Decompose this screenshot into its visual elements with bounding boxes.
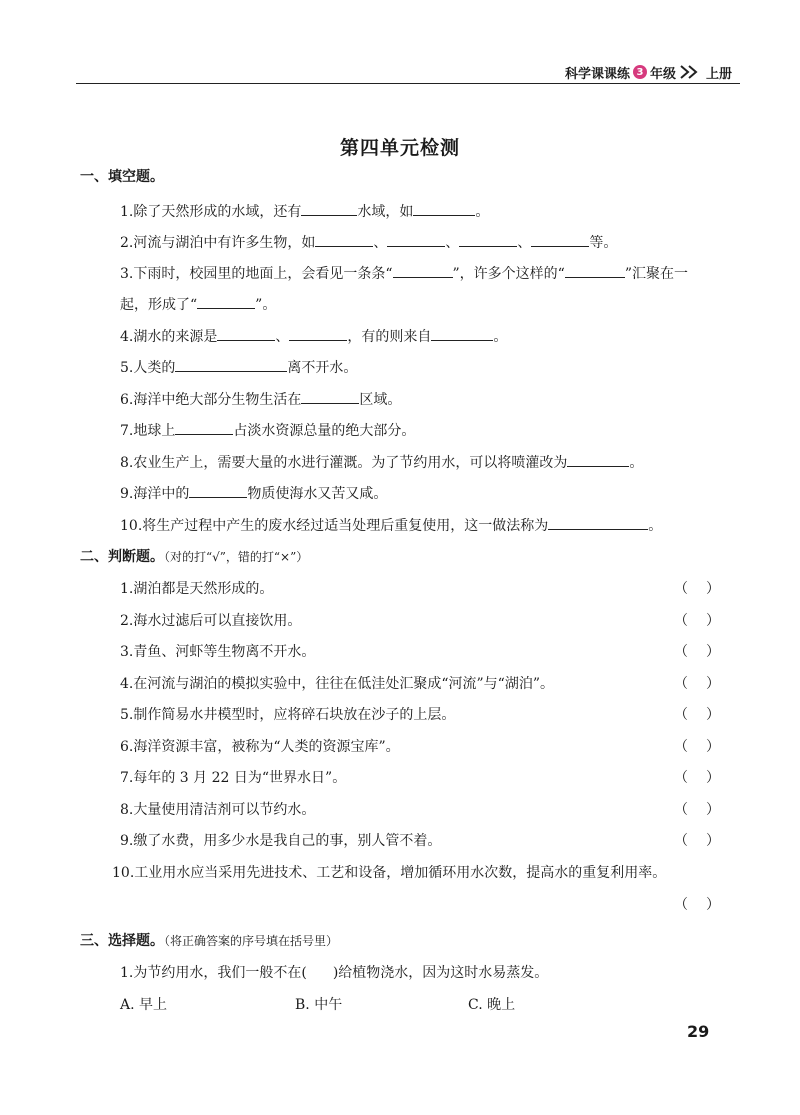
fill-question-6: 6.海洋中绝大部分生物生活在 区域。 — [120, 389, 401, 409]
judge-question-10: 10.工业用水应当采用先进技术、工艺和设备，增加循环用水次数，提高水的重复利用率。 — [112, 865, 667, 881]
judge-question-1: 1.湖泊都是天然形成的。 — [120, 581, 274, 597]
paren-left: （ — [674, 613, 688, 629]
paren-left: （ — [674, 770, 688, 786]
paren-left: （ — [674, 897, 688, 913]
answer-blank[interactable] — [301, 389, 359, 404]
judge-question-6: 6.海洋资源丰富，被称为“人类的资源宝库”。 — [120, 739, 400, 755]
fill-question-7: 7.地球上 占淡水资源总量的绝大部分。 — [120, 420, 415, 440]
paren-right: ） — [706, 707, 720, 723]
answer-parentheses[interactable] — [674, 830, 720, 850]
answer-parentheses[interactable] — [674, 767, 720, 787]
judge-question-9: 9.缴了水费，用多少水是我自己的事，别人管不着。 — [120, 833, 442, 849]
answer-parentheses[interactable] — [674, 578, 720, 598]
fill-question-9: 9.海洋中的 物质使海水又苦又咸。 — [120, 483, 387, 503]
judge-question-5: 5.制作简易水井模型时，应将碎石块放在沙子的上层。 — [120, 707, 456, 723]
paren-right: ） — [706, 613, 720, 629]
paren-left: （ — [674, 644, 688, 660]
choice-option-c[interactable]: C. 晚上 — [468, 997, 516, 1013]
answer-blank[interactable] — [289, 326, 347, 341]
answer-blank[interactable] — [197, 294, 255, 309]
fill-question-1: 1.除了天然形成的水域，还有 水域，如 。 — [120, 201, 489, 221]
book-title: 科学课课练 — [564, 66, 630, 82]
fill-question-4: 4.湖水的来源是 、 ，有的则来自 。 — [120, 326, 507, 346]
fill-question-3: 3.下雨时，校园里的地面上，会看见一条条“ ”，许多个这样的“ ”汇聚在一 — [120, 263, 688, 283]
judge-question-2: 2.海水过滤后可以直接饮用。 — [120, 613, 302, 629]
answer-blank[interactable] — [413, 201, 475, 216]
answer-blank[interactable] — [531, 232, 589, 247]
answer-blank[interactable] — [393, 263, 453, 278]
fill-question-3-continued: 起，形成了“ ”。 — [120, 294, 276, 314]
paren-right: ） — [706, 833, 720, 849]
section-choice-note: （将正确答案的序号填在括号里） — [164, 934, 339, 948]
paren-left: （ — [674, 707, 688, 723]
answer-parentheses[interactable] — [674, 673, 720, 693]
paren-left: （ — [674, 802, 688, 818]
answer-blank[interactable] — [548, 515, 648, 530]
page-number: 29 — [687, 1022, 710, 1041]
section-true-false-heading: 二、判断题。（对的打“√”，错的打“×”） — [80, 549, 309, 565]
fill-question-5: 5.人类的 离不开水。 — [120, 357, 357, 377]
page-header — [76, 62, 740, 84]
choice-option-a[interactable]: A. 早上 — [120, 997, 168, 1013]
answer-blank[interactable] — [567, 452, 629, 467]
judge-question-4: 4.在河流与湖泊的模拟实验中，往往在低洼处汇聚成“河流”与“湖泊”。 — [120, 676, 554, 692]
judge-question-3: 3.青鱼、河虾等生物离不开水。 — [120, 644, 316, 660]
answer-blank[interactable] — [431, 326, 493, 341]
judge-question-8: 8.大量使用清洁剂可以节约水。 — [120, 802, 316, 818]
answer-parentheses[interactable] — [674, 641, 720, 661]
fill-question-10: 10.将生产过程中产生的废水经过适当处理后重复使用，这一做法称为 。 — [120, 515, 662, 535]
answer-parentheses[interactable] — [674, 736, 720, 756]
answer-blank[interactable] — [565, 263, 625, 278]
section-true-false-note: （对的打“√”，错的打“×”） — [164, 550, 309, 564]
volume-tag: 上册 — [705, 66, 732, 82]
paren-left: （ — [674, 581, 688, 597]
paren-right: ） — [706, 676, 720, 692]
header-book-info — [565, 62, 734, 82]
paren-right: ） — [706, 739, 720, 755]
paren-right: ） — [706, 581, 720, 597]
section-fill-blank-heading: 一、填空题。 — [80, 169, 164, 185]
answer-blank[interactable] — [175, 357, 287, 372]
grade-badge: 3 — [633, 65, 647, 79]
fill-question-2: 2.河流与湖泊中有许多生物，如 、 、 、 等。 — [120, 232, 617, 252]
paren-left: （ — [674, 739, 688, 755]
paren-right: ） — [706, 897, 720, 913]
answer-parentheses[interactable] — [674, 704, 720, 724]
answer-blank[interactable] — [459, 232, 517, 247]
answer-blank[interactable] — [315, 232, 373, 247]
answer-blank[interactable] — [217, 326, 275, 341]
paren-right: ） — [706, 770, 720, 786]
answer-blank[interactable] — [175, 420, 233, 435]
answer-blank[interactable] — [387, 232, 445, 247]
answer-parentheses[interactable] — [674, 610, 720, 630]
fill-question-8: 8.农业生产上，需要大量的水进行灌溉。为了节约用水，可以将喷灌改为 。 — [120, 452, 643, 472]
choice-question-1: 1.为节约用水，我们一般不在( )给植物浇水，因为这时水易蒸发。 — [120, 965, 549, 981]
judge-question-7: 7.每年的 3 月 22 日为“世界水日”。 — [120, 770, 347, 786]
paren-left: （ — [674, 833, 688, 849]
page-title: 第四单元检测 — [339, 137, 460, 159]
answer-blank[interactable] — [301, 201, 357, 216]
paren-left: （ — [674, 676, 688, 692]
section-choice-heading: 三、选择题。（将正确答案的序号填在括号里） — [80, 933, 339, 949]
choice-option-b[interactable]: B. 中午 — [295, 997, 343, 1013]
double-chevron-icon — [679, 64, 701, 80]
paren-right: ） — [706, 802, 720, 818]
answer-blank[interactable] — [189, 483, 247, 498]
answer-parentheses[interactable] — [674, 799, 720, 819]
answer-parentheses[interactable] — [674, 894, 720, 914]
header-rule — [76, 83, 740, 84]
paren-right: ） — [706, 644, 720, 660]
grade-suffix: 年级 — [649, 66, 676, 82]
